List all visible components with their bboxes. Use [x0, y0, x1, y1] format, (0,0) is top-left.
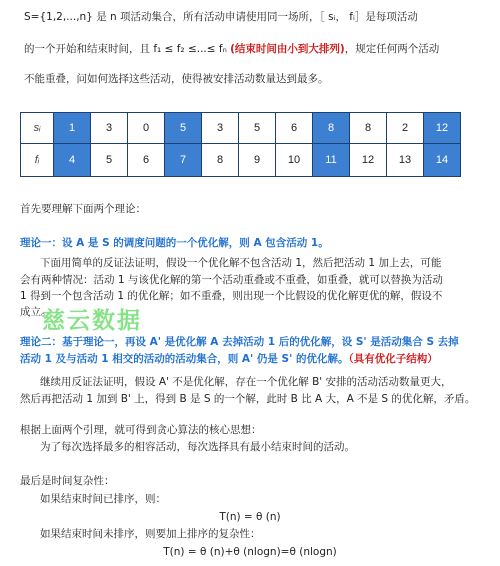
- table-cell: 2: [387, 113, 424, 144]
- table-cell: 12: [424, 113, 461, 144]
- table-cell: 6: [128, 144, 165, 177]
- table-cell: 3: [91, 113, 128, 144]
- theory-1-line-4: 成立。: [20, 306, 52, 318]
- complexity-sorted: 如果结束时间已排序，则：: [40, 493, 166, 505]
- activity-table: [20, 112, 461, 177]
- intro-line-2-tail: ，规定任何两个活动: [344, 43, 440, 55]
- table-cell: 1: [54, 113, 91, 144]
- table-cell: 8: [350, 113, 387, 144]
- finish-time-row: [21, 144, 461, 177]
- table-cell: 0: [128, 113, 165, 144]
- intro-emphasis: (结束时间由小到大排列): [230, 43, 345, 55]
- theory-2-title-2-text: 活动 1 及与活动 1 相交的活动的活动集合，则 A' 仍是 S' 的优化解。: [20, 353, 349, 365]
- complexity-unsorted: 如果结束时间未排序，则要加上排序的复杂性：: [40, 528, 261, 540]
- table-cell: 14: [424, 144, 461, 177]
- table-cell: 8: [313, 113, 350, 144]
- start-time-label: sᵢ: [21, 113, 54, 144]
- table-cell: 5: [239, 113, 276, 144]
- table-cell: 6: [276, 113, 313, 144]
- theory-1-line-2: 会有两种情况：活动 1 与该优化解的第一个活动重叠或不重叠，如重叠，就可以替换为活动: [20, 274, 443, 286]
- lead-text: 首先要理解下面两个理论：: [20, 203, 146, 215]
- table-cell: 8: [202, 144, 239, 177]
- formula-sorted: T(n) = θ (n): [219, 511, 281, 523]
- start-time-row: [21, 113, 461, 144]
- table-cell: 5: [91, 144, 128, 177]
- formula-unsorted: T(n) = θ (n)+θ (nlogn)=θ (nlogn): [163, 546, 337, 558]
- theory-1-title: 理论一：设 A 是 S 的调度问题的一个优化解，则 A 包含活动 1。: [20, 237, 329, 249]
- table-cell: 10: [276, 144, 313, 177]
- intro-line-2-text: 的一个开始和结束时间，且 f₁ ≤ f₂ ≤...≤ fₙ: [24, 43, 231, 55]
- greedy-idea: 为了每次选择最多的相容活动，每次选择具有最小结束时间的活动。: [40, 441, 355, 453]
- table-cell: 9: [239, 144, 276, 177]
- intro-line-1: S={1,2,...,n} 是 n 项活动集合，所有活动申请使用同一场所，［ sᵢ， fᵢ］是每项活动: [24, 11, 418, 23]
- watermark: 慈云数据: [42, 308, 142, 334]
- table-cell: 12: [350, 144, 387, 177]
- table-cell: 7: [165, 144, 202, 177]
- table-cell: 3: [202, 113, 239, 144]
- intro-line-2: [24, 42, 439, 56]
- table-cell: 11: [313, 144, 350, 177]
- finish-time-label: fᵢ: [21, 144, 54, 177]
- theory-2-line-1: 继续用反证法证明，假设 A' 不是优化解，存在一个优化解 B' 安排的活动活动数量更大，: [40, 376, 452, 388]
- complexity-lead: 最后是时间复杂性：: [20, 475, 115, 487]
- intro-line-3: 不能重叠，问如何选择这些活动，使得被安排活动数量达到最多。: [24, 73, 329, 85]
- table-cell: 5: [165, 113, 202, 144]
- theory-1-line-1: 下面用简单的反证法证明，假设一个优化解不包含活动 1，然后把活动 1 加上去，可能: [40, 257, 442, 269]
- theory-2-substructure: （具有优化子结构）: [348, 353, 438, 365]
- table-cell: 4: [54, 144, 91, 177]
- table-cell: 13: [387, 144, 424, 177]
- greedy-lead: 根据上面两个引理，就可得到贪心算法的核心思想：: [20, 424, 262, 436]
- theory-2-title-2: [20, 352, 438, 366]
- theory-1-line-3: 1 得到一个包含活动 1 的优化解；如不重叠，则出现一个比假设的优化解更优的解，假设不: [20, 290, 443, 302]
- theory-2-line-2: 然后再把活动 1 加到 B' 上，得到 B 是 S 的一个解，此时 B 比 A 大，A 不是 S 的优化解，矛盾。: [20, 393, 476, 405]
- theory-2-title-1: 理论二：基于理论一，再设 A' 是优化解 A 去掉活动 1 后的优化解，设 S' 是活动集合 S 去掉: [20, 336, 459, 348]
